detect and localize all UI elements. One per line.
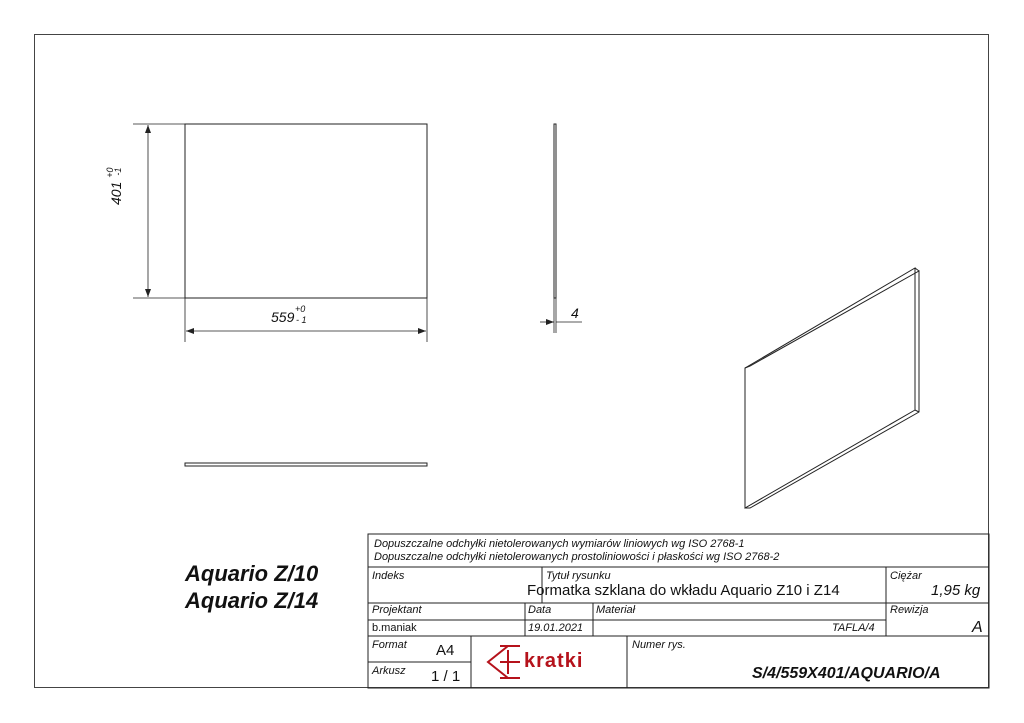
- side-view-panel: [554, 124, 556, 298]
- front-view-panel: [185, 124, 427, 298]
- sheet-value: 1 / 1: [431, 668, 461, 685]
- model-name-1: Aquario Z/10: [185, 561, 319, 586]
- material-label: Materiał: [596, 604, 636, 616]
- revision-label: Rewizja: [890, 604, 929, 616]
- kratki-logo-mark: [488, 646, 520, 678]
- height-dimension-text: 401 $^{+0}$ -1: [105, 167, 124, 205]
- sheet-label: Arkusz: [372, 665, 406, 677]
- weight-label: Ciężar: [890, 570, 922, 582]
- revision-value: A: [972, 619, 983, 636]
- width-dimension-text: 559: [271, 309, 295, 325]
- date-value: 19.01.2021: [528, 622, 584, 634]
- format-value: A4: [436, 642, 455, 659]
- drawing-title-label: Tytuł rysunku: [546, 570, 611, 582]
- kratki-logo-text: kratki: [524, 650, 584, 672]
- date-label: Data: [528, 604, 552, 616]
- designer-label: Projektant: [372, 604, 422, 616]
- drawing-number: S/4/559X401/AQUARIO/A: [752, 665, 941, 682]
- drawing-number-label: Numer rys.: [632, 639, 686, 651]
- thickness-dimension-text: 4: [571, 305, 579, 321]
- model-name-2: Aquario Z/14: [185, 588, 319, 613]
- tolerance-note-1: Dopuszczalne odchyłki nietolerowanych wymiarów liniowych wg ISO 2768-1: [374, 538, 745, 550]
- isometric-view: [745, 268, 919, 508]
- designer-value: b.maniak: [372, 622, 417, 634]
- tolerance-note-2: Dopuszczalne odchyłki nietolerowanych prostoliniowości i płaskości wg ISO 2768-2: [374, 551, 780, 563]
- weight-value: 1,95 kg: [931, 582, 981, 599]
- drawing-title: Formatka szklana do wkładu Aquario Z10 i Z14: [527, 582, 840, 599]
- width-tolerance-lower: - 1: [296, 315, 307, 325]
- index-label: Indeks: [372, 570, 405, 582]
- material-value: TAFLA/4: [832, 622, 875, 634]
- top-view-panel: [185, 463, 427, 466]
- width-tolerance-upper: +0: [295, 304, 306, 314]
- format-label: Format: [372, 639, 407, 651]
